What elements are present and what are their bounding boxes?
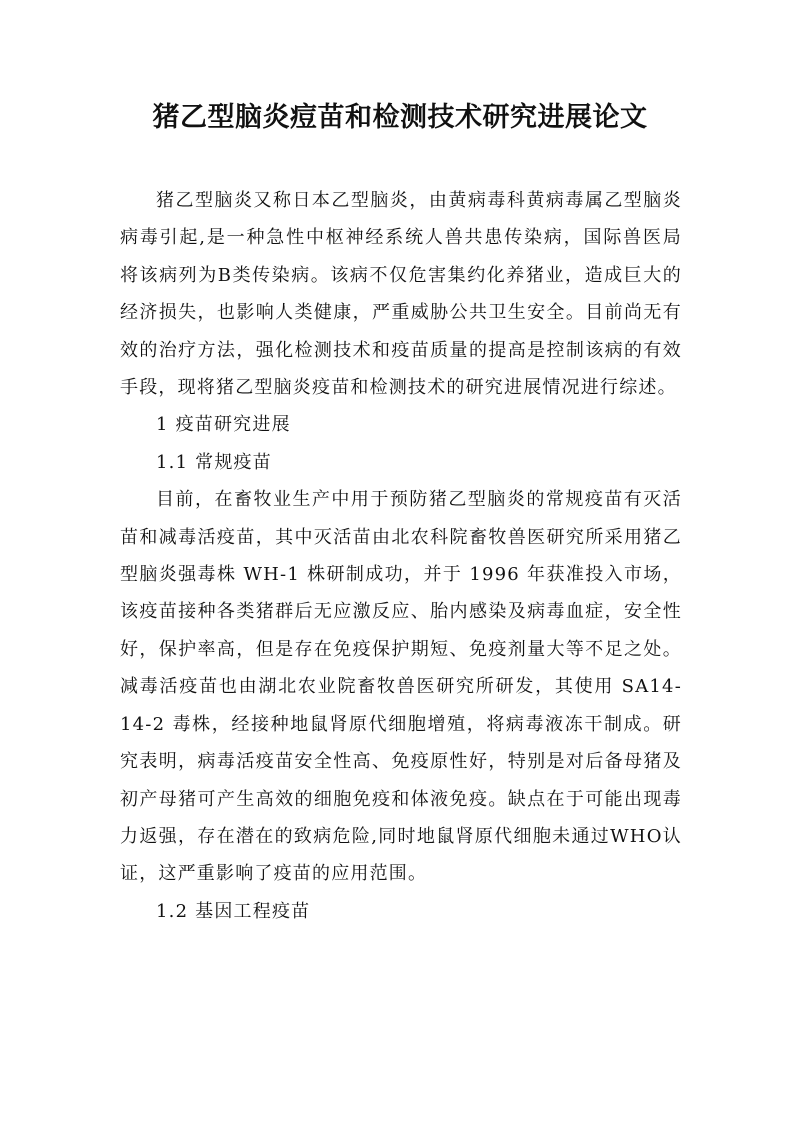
conventional-vaccine-paragraph: 目前，在畜牧业生产中用于预防猪乙型脑炎的常规疫苗有灭活苗和减毒活疫苗，其中灭活苗由北农科院畜牧兽医研究所采用猪乙型脑炎强毒株 WH-1 株研制成功，并于 1996 年获准投入市场，该疫苗接种各类猪群后无应激反应、胎内感染及病毒血症，安全性好，保护率高，但是存在免疫保护期短、免疫剂量大等不足之处。减毒活疫苗也由湖北农业院畜牧兽医研究所研发，其使用 SA14-14-2 毒株，经接种地鼠肾原代细胞增殖，将病毒液冻干制成。研究表明，病毒活疫苗安全性高、免疫原性好，特别是对后备母猪及初产母猪可产生高效的细胞免疫和体液免疫。缺点在于可能出现毒力返强，存在潜在的致病危险,同时地鼠肾原代细胞未通过WHO认证，这严重影响了疫苗的应用范围。: [120, 489, 682, 885]
intro-paragraph: 猪乙型脑炎又称日本乙型脑炎，由黄病毒科黄病毒属乙型脑炎病毒引起,是一种急性中枢神经系统人兽共患传染病，国际兽医局将该病列为B类传染病。该病不仅危害集约化养猪业，造成巨大的经济损失，也影响人类健康，严重威胁公共卫生安全。目前尚无有效的治疗方法，强化检测技术和疫苗质量的提高是控制该病的有效手段，现将猪乙型脑炎疫苗和检测技术的研究进展情况进行综述。: [120, 190, 682, 399]
subsection-heading-1-1: 1.1 常规疫苗: [156, 451, 272, 473]
document-body: [120, 182, 682, 930]
section-heading-1: 1 疫苗研究进展: [156, 414, 291, 436]
subsection-heading-1-2: 1.2 基因工程疫苗: [156, 900, 311, 922]
document-title: 猪乙型脑炎痘苗和检测技术研究进展论文: [152, 102, 648, 133]
